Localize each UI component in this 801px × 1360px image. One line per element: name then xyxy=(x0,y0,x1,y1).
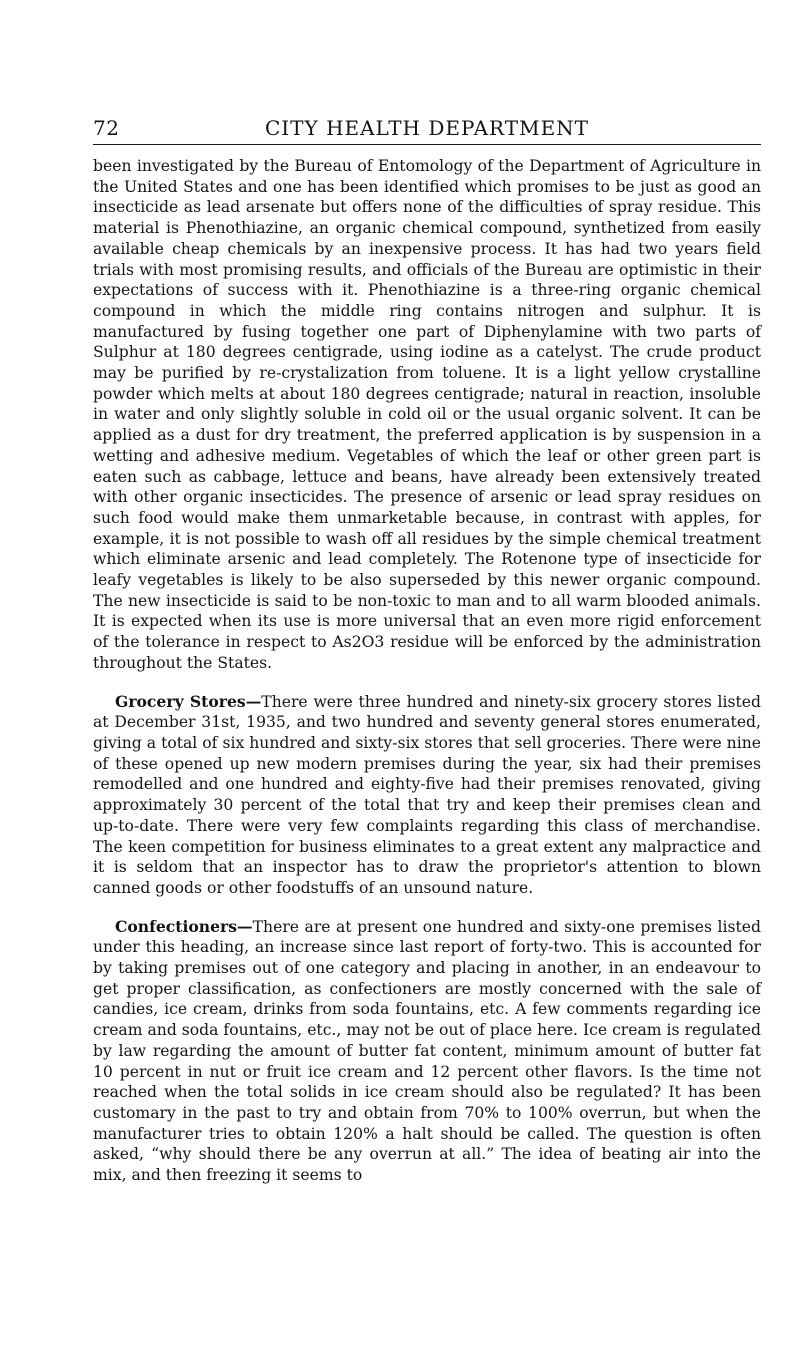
paragraph-insecticide xyxy=(93,156,761,674)
paragraph-text: There are at present one hundred and sixty-one premises listed under this heading, an increase since last report of forty-two. This is accounted for by taking premises out of one category and placing in another, in an endeavour to get proper classification, as confectioners are mostly concerned with the sale of candies, ice cream, drinks from soda fountains, etc. A few comments regarding ice cream and soda fountains, etc., may not be out of place here. Ice cream is regulated by law regarding the amount of butter fat content, minimum amount of butter fat 10 percent in nut or fruit ice cream and 12 percent other flavors. Is the time not reached when the total solids in ice cream should also be regulated? It has been customary in the past to try and obtain from 70% to 100% overrun, but when the manufacturer tries to obtain 120% a halt should be called. The question is often asked, “why should there be any overrun at all.” The idea of beating air into the mix, and then freezing it seems to xyxy=(93,917,761,1185)
paragraph-grocery-stores xyxy=(93,692,761,899)
body-text xyxy=(93,156,761,1204)
paragraph-text: There were three hundred and ninety-six grocery stores listed at December 31st, 1935, and two hundred and seventy general stores enumerated, giving a total of six hundred and sixty-six stores that sell groceries. There were nine of these opened up new modern premises during the year, six had their premises remodelled and one hundred and eighty-five had their premises renovated, giving approximately 30 percent of the total that try and keep their premises clean and up-to-date. There were very few complaints regarding this class of merchandise. The keen competition for business eliminates to a great extent any malpractice and it is seldom that an inspector has to draw the proprietor's attention to blown canned goods or other foodstuffs of an unsound nature. xyxy=(93,692,761,897)
paragraph-confectioners xyxy=(93,917,761,1186)
section-heading-confectioners: Confectioners— xyxy=(115,916,253,936)
page-number: 72 xyxy=(93,116,120,140)
header-rule xyxy=(93,144,761,145)
page-title: CITY HEALTH DEPARTMENT xyxy=(264,116,590,140)
paragraph-text: been investigated by the Bureau of Entomology of the Department of Agriculture in the United States and one has been identified which promises to be just as good an insecticide as lead arsenate but offers none of the difficulties of spray residue. This material is Phenothiazine, an organic chemical compound, synthetized from easily available cheap chemicals by an inexpensive process. It has had two years field trials with most promising results, and officials of the Bureau are optimistic in their expectations of success with it. Phenothiazine is a three-ring organic chemical compound in which the middle ring contains nitrogen and sulphur. It is manufactured by fusing together one part of Diphenylamine with two parts of Sulphur at 180 degrees centigrade, using iodine as a catelyst. The crude product may be purified by re-crystalization from toluene. It is a light yellow crystalline powder which melts at about 180 degrees centigrade; natural in reaction, insoluble in water and only slightly soluble in cold oil or the usual organic solvent. It can be applied as a dust for dry treatment, the preferred application is by suspension in a wetting and adhesive medium. Vegetables of which the leaf or other green part is eaten such as cabbage, lettuce and beans, have already been extensively treated with other organic insecticides. The presence of arsenic or lead spray residues on such food would make them unmarketable because, in contrast with apples, for example, it is not possible to wash off all residues by the simple chemical treatment which eliminate arsenic and lead completely. The Rotenone type of insecticide for leafy vegetables is likely to be also superseded by this newer organic compound. The new insecticide is said to be non-toxic to man and to all warm blooded animals. It is expected when its use is more universal that an even more rigid enforcement of the tolerance in respect to As2O3 residue will be enforced by the administration throughout the States. xyxy=(93,157,761,672)
running-header xyxy=(93,108,761,144)
section-heading-grocery-stores: Grocery Stores— xyxy=(115,691,262,711)
